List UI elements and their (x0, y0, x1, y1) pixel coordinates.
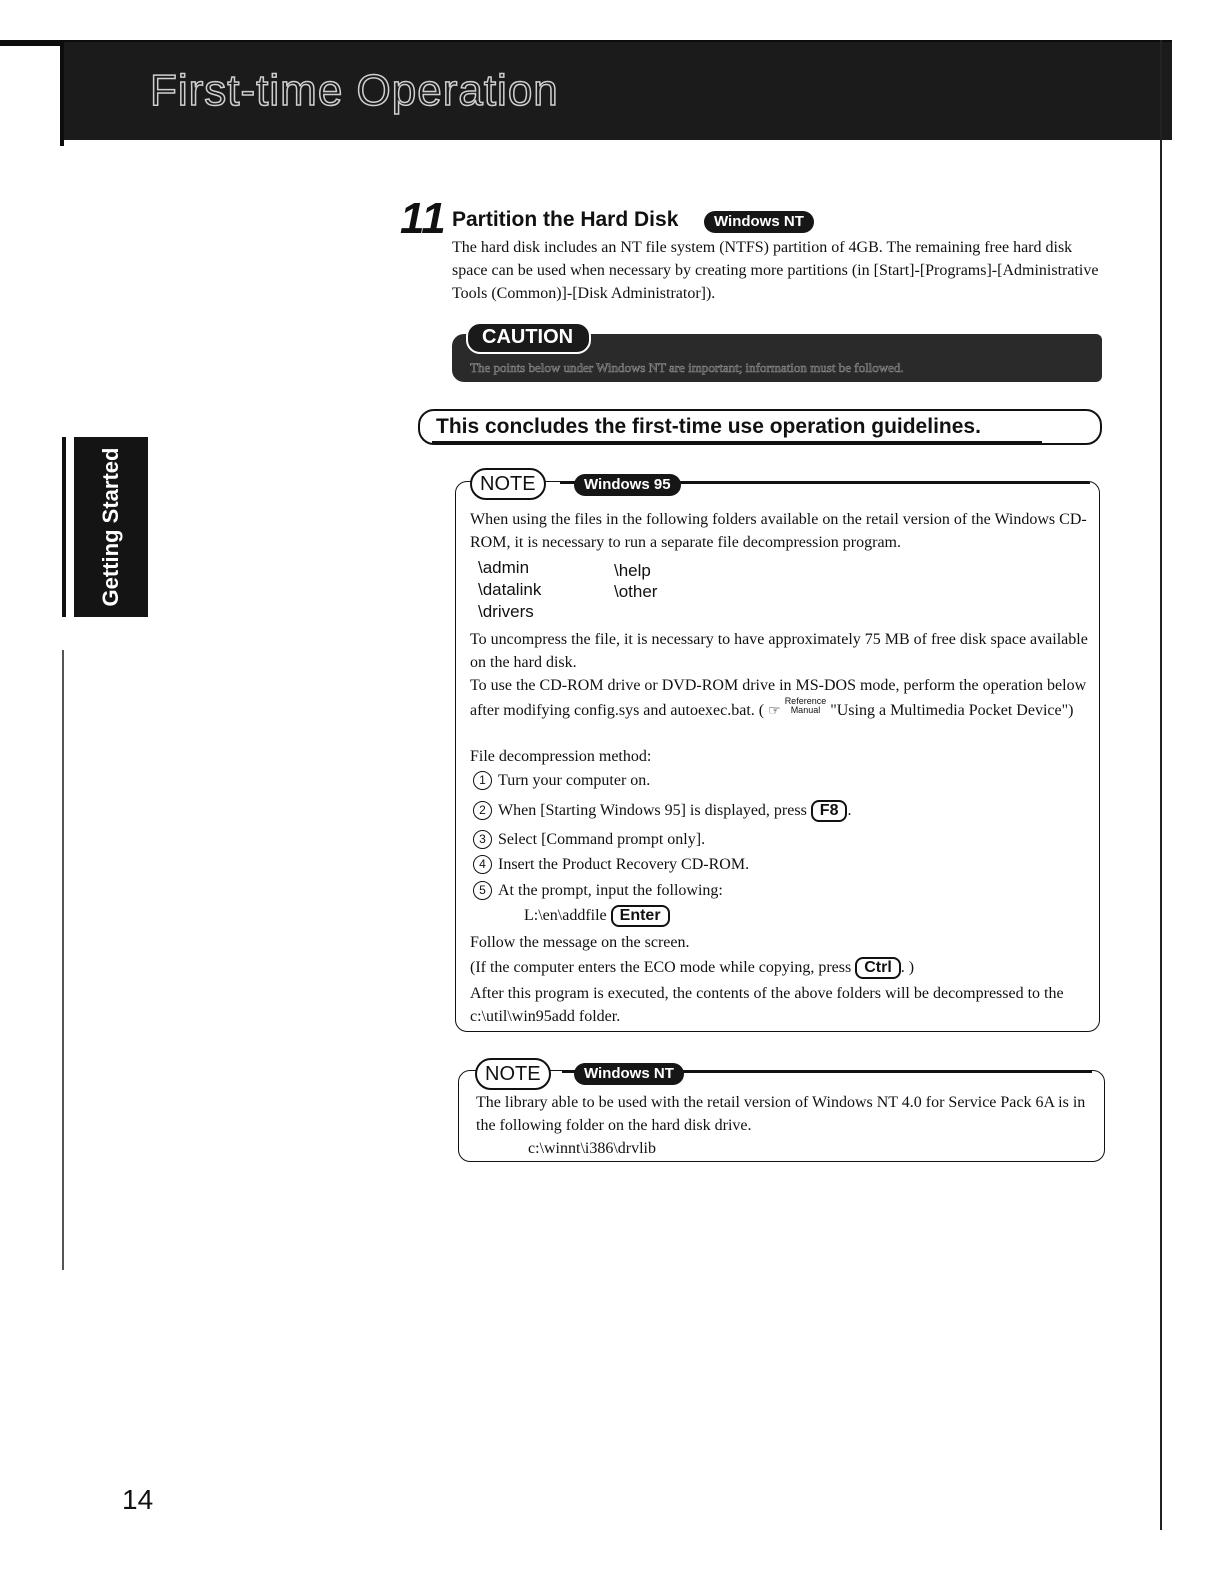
step-title: Partition the Hard Disk (452, 208, 679, 231)
right-margin-rule (1160, 40, 1162, 1530)
note-text: "Using a Multimedia Pocket Device") (830, 702, 1074, 719)
step-number-icon: 1 (473, 771, 492, 790)
note-paragraph (470, 674, 1098, 723)
note-paragraph: To uncompress the file, it is necessary to have approximately 75 MB of free disk space available on the hard disk. (470, 631, 1088, 671)
page-number: 14 (122, 1484, 154, 1515)
left-header-rule (60, 40, 64, 146)
step-number-icon: 2 (473, 801, 492, 820)
note-paragraph: Follow the message on the screen. (470, 934, 690, 951)
key-ctrl: Ctrl (855, 957, 901, 979)
os-badge-windows-nt: Windows NT (704, 211, 814, 233)
method-step: 3 Select [Command prompt only]. (473, 828, 705, 851)
method-step: 1 Turn your computer on. (473, 769, 650, 792)
note-tag: NOTE (470, 468, 546, 500)
os-badge-windows-95: Windows 95 (574, 474, 681, 496)
command-line: L:\en\addfile Enter (524, 904, 670, 927)
note-intro: When using the files in the following folders available on the retail version of the Windows CD-ROM, it is necessary to run a separate file decompression program. (470, 511, 1087, 551)
method-step: 4 Insert the Product Recovery CD-ROM. (473, 853, 749, 876)
page-title: First-time Operation (150, 66, 559, 115)
step-number: 11 (400, 194, 446, 243)
section-tab (74, 437, 148, 617)
folder-item: \datalink (478, 580, 542, 599)
key-enter: Enter (611, 905, 670, 927)
pointing-hand-icon: ☞ (768, 704, 781, 719)
step-number-icon: 5 (473, 881, 492, 900)
reference-manual-icon: Reference Manual (784, 696, 827, 715)
note-paragraph: After this program is executed, the contents of the above folders will be decompressed to the c:\util\win95add folder. (470, 985, 1064, 1025)
step-number-icon: 4 (473, 855, 492, 874)
conclusion-underline (432, 441, 1042, 443)
folder-path: c:\winnt\i386\drvlib (528, 1140, 656, 1157)
caution-text: The points below under Windows NT are important; information must be followed. (470, 360, 904, 375)
caution-label: CAUTION (466, 322, 591, 354)
folder-item: \help (614, 561, 651, 580)
method-label: File decompression method: (470, 748, 652, 765)
folder-item: \admin (478, 558, 530, 577)
method-step: 2 When [Starting Windows 95] is displayed, press F8 . (473, 799, 851, 822)
method-step: 5 At the prompt, input the following: (473, 879, 723, 902)
note-paragraph: The library able to be used with the retail version of Windows NT 4.0 for Service Pack 6A is in the following folder on the hard disk drive. (476, 1094, 1086, 1134)
side-tab-rule (62, 437, 66, 617)
note-text: To use the CD-ROM drive or DVD-ROM drive in MS-DOS mode, perform the operation below after modifying config.sys and autoexec.bat. ( (470, 677, 1087, 719)
key-f8: F8 (811, 800, 848, 822)
conclusion-text: This concludes the first-time use operation guidelines. (436, 415, 981, 438)
section-tab-label: Getting Started (98, 447, 123, 607)
note-tag: NOTE (475, 1058, 551, 1090)
step-description: The hard disk includes an NT file system (NTFS) partition of 4GB. The remaining free hard disk space can be used when necessary by creating more partitions (in [Start]-[Programs]-[Administrative Tools (Common)]-[Disk Administrator]). (452, 239, 1099, 302)
step-number-icon: 3 (473, 830, 492, 849)
folder-item: \other (614, 582, 658, 601)
os-badge-windows-nt: Windows NT (574, 1063, 684, 1085)
side-margin-rule (62, 650, 64, 1270)
folder-item: \drivers (478, 602, 534, 621)
note-paragraph: (If the computer enters the ECO mode while copying, press Ctrl . ) (470, 956, 914, 979)
